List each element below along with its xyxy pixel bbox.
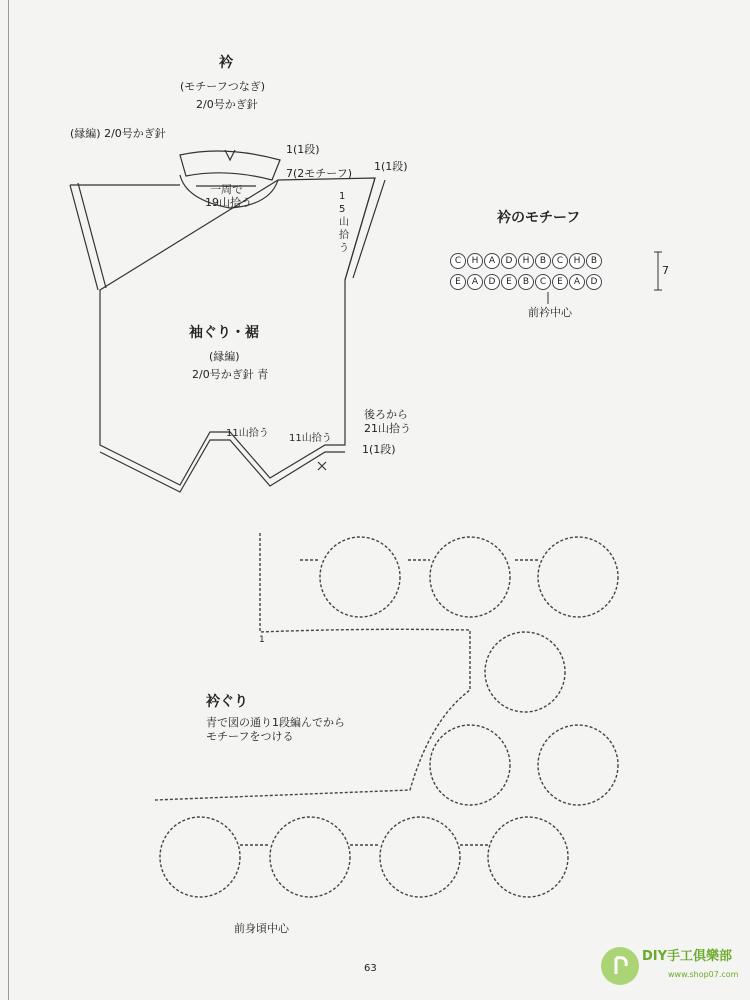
diy-logo <box>598 944 744 988</box>
collar-pickup-2: 19山拾う <box>205 196 252 209</box>
hem-row: 1(1段) <box>362 443 396 456</box>
collar-subtitle: (モチーフつなぎ) <box>180 80 266 93</box>
motif-chip: D <box>586 274 602 290</box>
motif-chip: C <box>450 253 466 269</box>
collar-band <box>180 151 280 180</box>
motif-top-row <box>450 253 603 269</box>
flower-motif <box>538 725 618 805</box>
body-hook: 2/0号かぎ針 青 <box>192 368 269 381</box>
collar-hook: 2/0号かぎ針 <box>196 98 258 111</box>
hem-edging <box>100 440 345 492</box>
body-title: 袖ぐり・裾 <box>189 325 259 341</box>
motif-chip: E <box>450 274 466 290</box>
neckline-note-1: 青で図の通り1段編んでから <box>206 716 345 729</box>
collar-row1: 1(1段) <box>286 143 320 156</box>
collar-edge-label: (縁編) 2/0号かぎ針 <box>70 127 166 140</box>
flower-motif <box>380 817 460 897</box>
motif-chip: A <box>484 253 500 269</box>
motif-title: 衿のモチーフ <box>497 210 581 226</box>
side-pickup: 15山拾う <box>339 191 349 254</box>
flower-motif <box>270 817 350 897</box>
motif-chip: B <box>518 274 534 290</box>
motif-count: 7 <box>662 264 669 277</box>
front-center-label: 前身頃中心 <box>234 922 289 935</box>
motif-chip: A <box>467 274 483 290</box>
motif-chip: B <box>535 253 551 269</box>
motif-joins <box>240 560 540 845</box>
motif-bottom-row <box>450 274 603 290</box>
motif-chip: E <box>552 274 568 290</box>
neckline-note-2: モチーフをつける <box>206 730 294 743</box>
motif-chip: B <box>586 253 602 269</box>
hem-left-pickup: 11山拾う <box>226 428 269 439</box>
motif-center-label: 前衿中心 <box>528 306 572 319</box>
back-pickup-2: 21山拾う <box>364 422 411 435</box>
crochet-chart <box>155 533 618 897</box>
motif-chip: A <box>569 274 585 290</box>
neckline-title: 衿ぐり <box>206 694 248 710</box>
shoulder-row: 1(1段) <box>374 160 408 173</box>
collar-row7: 7(2モチーフ) <box>286 167 353 180</box>
motif-chip: C <box>535 274 551 290</box>
hem-mid-pickup: 11山拾う <box>289 433 332 444</box>
motif-chip: D <box>484 274 500 290</box>
row-marker: 1 <box>259 635 265 645</box>
flower-motif <box>430 725 510 805</box>
armhole-right-edging <box>345 178 385 280</box>
motif-chip: H <box>569 253 585 269</box>
body-subtitle: (縁編) <box>209 350 240 363</box>
motif-chip: H <box>467 253 483 269</box>
collar-title: 衿 <box>219 55 233 71</box>
back-pickup-1: 後ろから <box>364 408 408 421</box>
flower-motif <box>160 817 240 897</box>
motif-chip: H <box>518 253 534 269</box>
neckline-chain <box>155 533 470 800</box>
logo-url: www.shop07.com <box>668 970 739 979</box>
motif-chip: E <box>501 274 517 290</box>
flower-motif <box>485 632 565 712</box>
logo-text: DIY手工俱樂部 <box>642 949 733 964</box>
flower-motif <box>488 817 568 897</box>
flower-motif <box>538 537 618 617</box>
motif-chip: C <box>552 253 568 269</box>
armhole-left-edging <box>70 183 106 290</box>
logo-disc-icon <box>598 944 642 988</box>
flower-motif <box>430 537 510 617</box>
collar-pickup-1: 一周で <box>210 183 243 196</box>
flower-motif <box>320 537 400 617</box>
motif-chip: D <box>501 253 517 269</box>
page-number: 63 <box>364 963 377 974</box>
hem-arrow <box>318 462 326 470</box>
